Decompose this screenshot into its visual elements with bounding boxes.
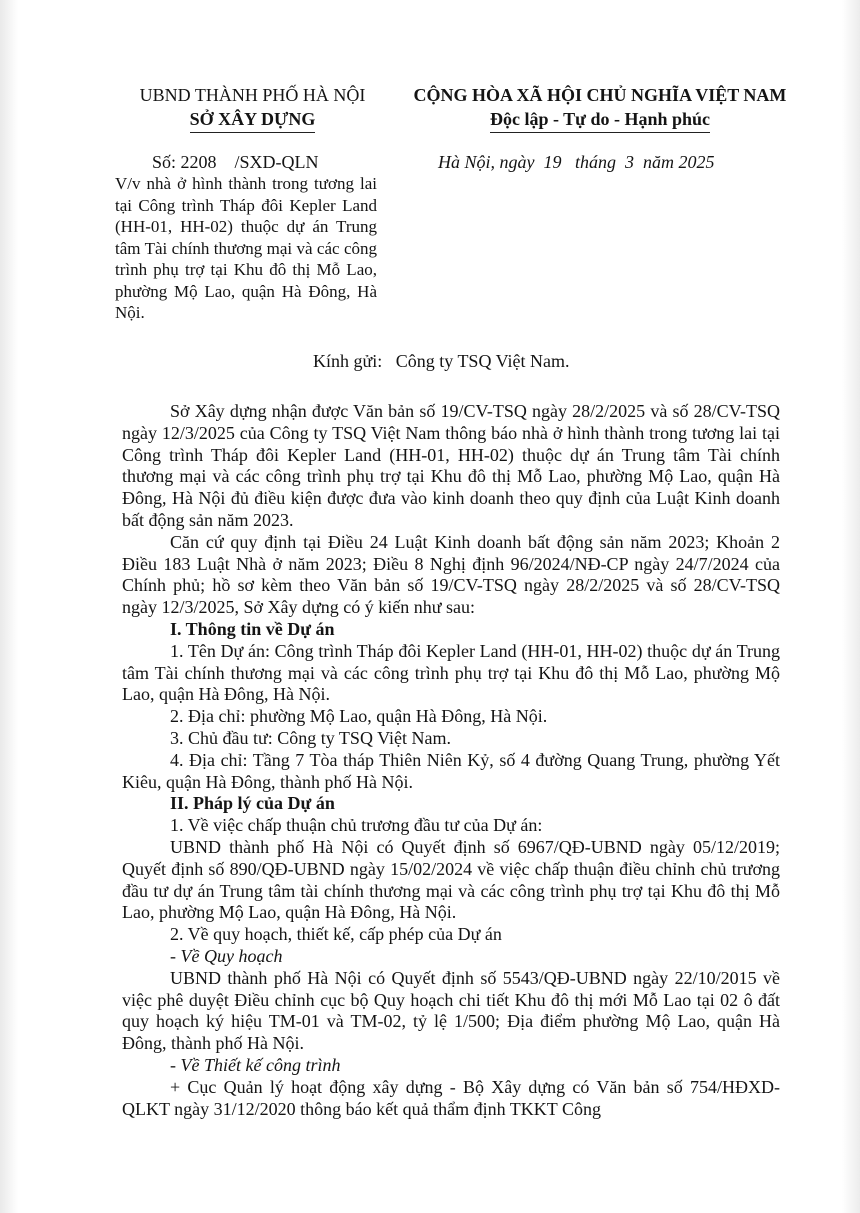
document-body <box>122 401 780 1120</box>
body-paragraph: 2. Địa chỉ: phường Mộ Lao, quận Hà Đông, Hà Nội. <box>170 706 548 727</box>
issuing-agency-header <box>115 83 390 133</box>
body-paragraph: 2. Về quy hoạch, thiết kế, cấp phép của Dự án <box>170 924 502 945</box>
subheading-italic: - Về Thiết kế công trình <box>170 1054 341 1075</box>
document-number: Số: 2208 /SXD-QLN <box>152 152 319 172</box>
agency-name-text: SỞ XÂY DỰNG <box>190 107 316 133</box>
document-subject: V/v nhà ở hình thành trong tương lai tại Công trình Tháp đôi Kepler Land (HH-01, HH-02) thuộc dự án Trung tâm Tài chính thương mại và các công trình phụ trợ tại Khu đô thị Mỗ Lao, phường Mộ Lao, quận Hà Đông, Hà Nội. <box>115 174 377 322</box>
subheading-italic: - Về Quy hoạch <box>170 945 283 966</box>
national-motto-header <box>400 83 800 133</box>
recipient-line: Kính gửi: Công ty TSQ Việt Nam. <box>313 351 570 371</box>
motto <box>400 107 800 133</box>
body-paragraph: UBND thành phố Hà Nội có Quyết định số 6967/QĐ-UBND ngày 05/12/2019; Quyết định số 890/QĐ-UBND ngày 15/02/2024 về việc chấp thuận điều chỉnh chủ trương đầu tư dự án Trung tâm tài chính thương mại và các công trình phụ trợ tại Khu đô thị Mỗ Lao, phường Mộ Lao, quận Hà Đông, Hà Nội. <box>122 836 780 923</box>
body-paragraph: 4. Địa chỉ: Tầng 7 Tòa tháp Thiên Niên Kỷ, số 4 đường Quang Trung, phường Yết Kiêu, quận Hà Đông, thành phố Hà Nội. <box>122 749 780 792</box>
body-paragraph: UBND thành phố Hà Nội có Quyết định số 5543/QĐ-UBND ngày 22/10/2015 về việc phê duyệt Điều chỉnh cục bộ Quy hoạch chi tiết Khu đô thị mới Mỗ Lao tại 02 ô đất quy hoạch ký hiệu TM-01 và TM-02, tỷ lệ 1/500; Địa điểm phường Mộ Lao, quận Hà Đông, thành phố Hà Nội. <box>122 967 780 1054</box>
agency-parent-name: UBND THÀNH PHỐ HÀ NỘI <box>139 85 366 105</box>
section-heading: II. Pháp lý của Dự án <box>170 793 335 814</box>
body-paragraph: 3. Chủ đầu tư: Công ty TSQ Việt Nam. <box>170 727 452 748</box>
motto-text: Độc lập - Tự do - Hạnh phúc <box>490 107 710 133</box>
section-heading: I. Thông tin về Dự án <box>170 618 335 639</box>
body-paragraph: 1. Về việc chấp thuận chủ trương đầu tư của Dự án: <box>170 815 543 836</box>
country-name: CỘNG HÒA XÃ HỘI CHỦ NGHĨA VIỆT NAM <box>413 85 787 105</box>
agency-name <box>115 107 390 133</box>
body-paragraph: 1. Tên Dự án: Công trình Tháp đôi Kepler Land (HH-01, HH-02) thuộc dự án Trung tâm Tài chính thương mại và các công trình phụ trợ tại Khu đô thị Mỗ Lao, phường Mộ Lao, quận Hà Đông, Hà Nội. <box>122 640 780 705</box>
body-paragraph: + Cục Quản lý hoạt động xây dựng - Bộ Xây dựng có Văn bản số 754/HĐXD-QLKT ngày 31/12/2020 thông báo kết quả thẩm định TKKT Công <box>122 1076 780 1119</box>
date-line: Hà Nội, ngày 19 tháng 3 năm 2025 <box>438 152 715 172</box>
body-paragraph: Sở Xây dựng nhận được Văn bản số 19/CV-TSQ ngày 28/2/2025 và số 28/CV-TSQ ngày 12/3/2025 của Công ty TSQ Việt Nam thông báo nhà ở hình thành trong tương lai tại Công trình Tháp đôi Kepler Land (HH-01, HH-02) thuộc dự án Trung tâm Tài chính thương mại và các công trình phụ trợ tại Khu đô thị Mỗ Lao, phường Mộ Lao, quận Hà Đông, Hà Nội đủ điều kiện được đưa vào kinh doanh theo quy định của Luật Kinh doanh bất động sản năm 2023. <box>122 401 780 530</box>
body-paragraph: Căn cứ quy định tại Điều 24 Luật Kinh doanh bất động sản năm 2023; Khoản 2 Điều 183 Luật Nhà ở năm 2023; Điều 8 Nghị định 96/2024/NĐ-CP ngày 24/7/2024 của Chính phủ; hồ sơ kèm theo Văn bản số 19/CV-TSQ ngày 28/2/2025 và số 28/CV-TSQ ngày 12/3/2025, Sở Xây dựng có ý kiến như sau: <box>122 531 780 618</box>
